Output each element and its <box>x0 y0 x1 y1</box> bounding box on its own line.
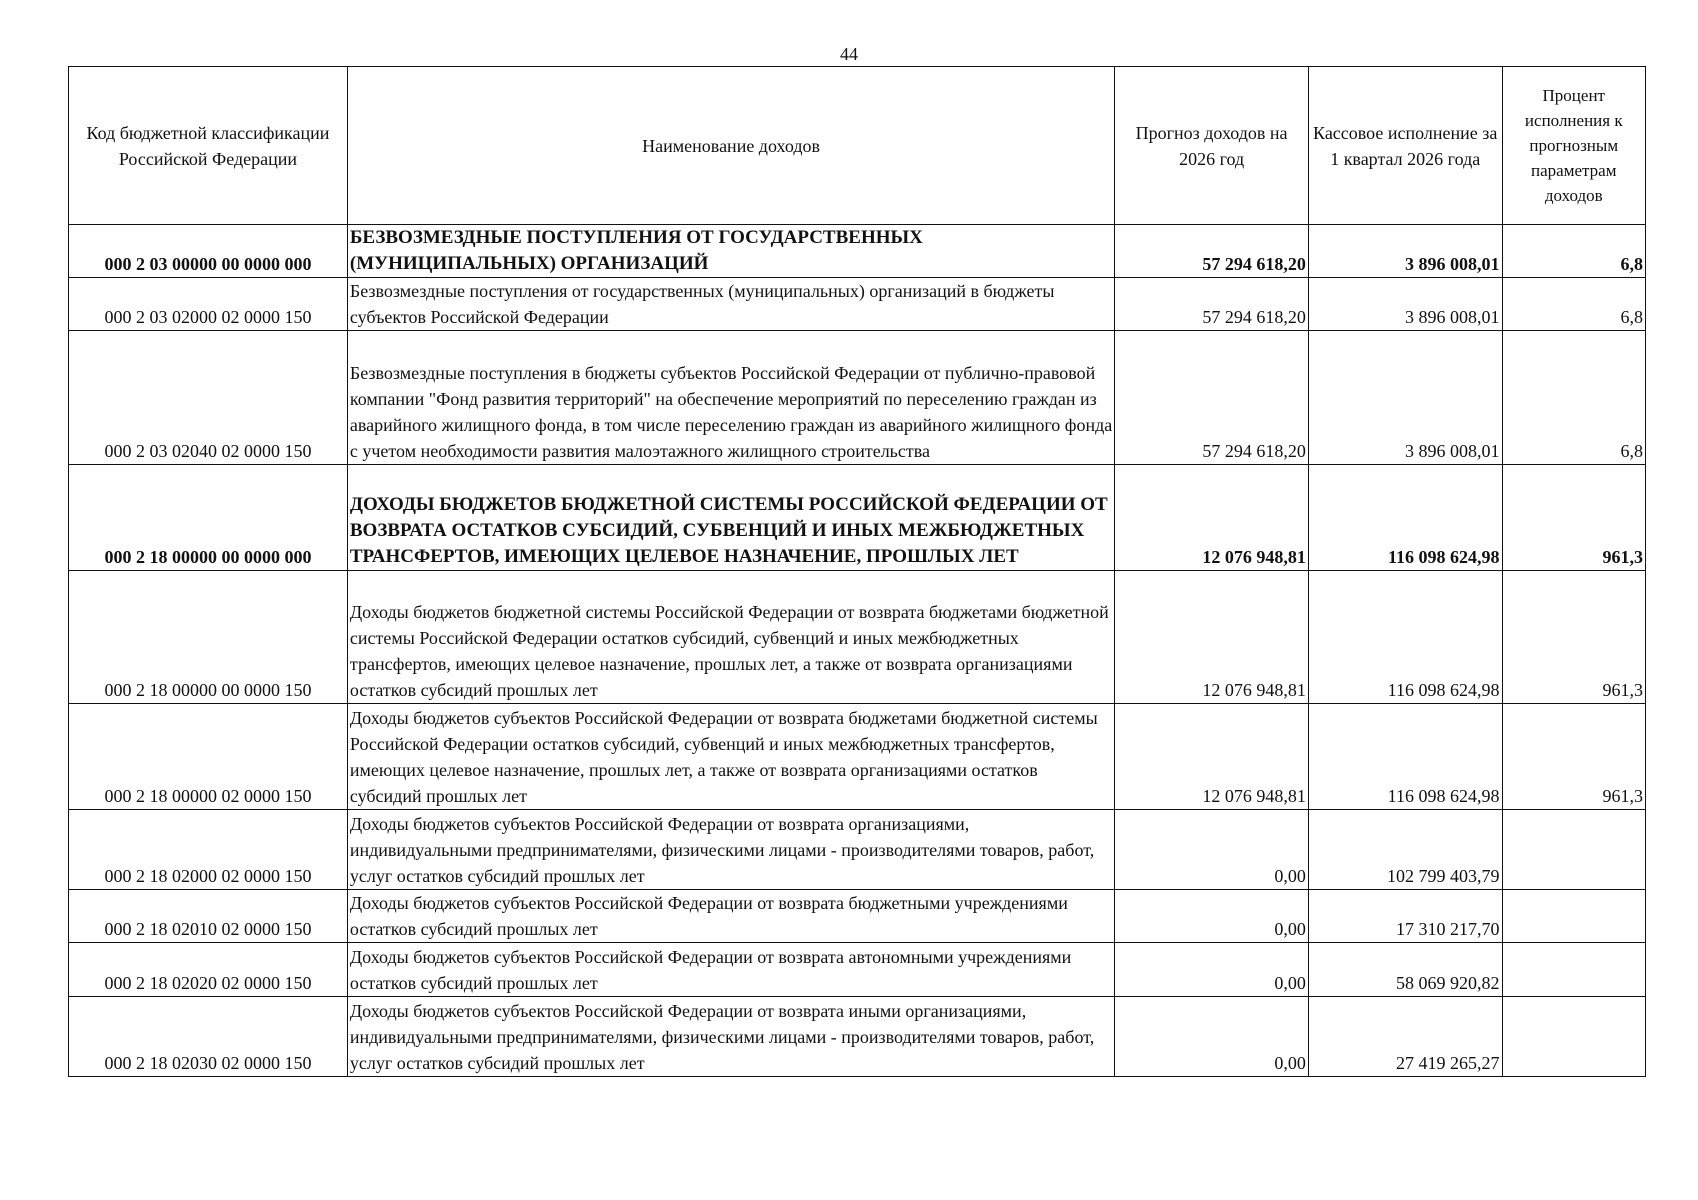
row-execution: 3 896 008,01 <box>1308 225 1502 278</box>
row-execution: 116 098 624,98 <box>1308 704 1502 810</box>
row-execution: 58 069 920,82 <box>1308 943 1502 997</box>
row-plan: 12 076 948,81 <box>1115 704 1309 810</box>
page-number: 44 <box>840 44 858 64</box>
row-code: 000 2 18 02020 02 0000 150 <box>69 943 348 997</box>
table-row <box>69 465 1646 571</box>
table-row <box>69 810 1646 890</box>
row-name: Безвозмездные поступления от государственных (муниципальных) организаций в бюджеты субъектов Российской Федерации <box>347 278 1114 331</box>
header-name: Наименование доходов <box>347 67 1114 225</box>
row-plan: 0,00 <box>1115 997 1309 1077</box>
row-plan: 57 294 618,20 <box>1115 331 1309 465</box>
row-plan: 12 076 948,81 <box>1115 571 1309 704</box>
table-row <box>69 943 1646 997</box>
row-code: 000 2 18 00000 02 0000 150 <box>69 704 348 810</box>
table-header <box>69 67 1646 225</box>
row-percent: 961,3 <box>1502 465 1645 571</box>
row-execution: 116 098 624,98 <box>1308 465 1502 571</box>
row-code: 000 2 18 00000 00 0000 150 <box>69 571 348 704</box>
row-name: Доходы бюджетов субъектов Российской Федерации от возврата автономными учреждениями остатков субсидий прошлых лет <box>347 943 1114 997</box>
row-name: Доходы бюджетов бюджетной системы Российской Федерации от возврата бюджетами бюджетной системы Российской Федерации остатков субсидий, субвенций и иных межбюджетных трансфертов, имеющих целевое назначение, прошлых лет, а также от возврата организациями остатков субсидий прошлых лет <box>347 571 1114 704</box>
row-execution: 17 310 217,70 <box>1308 890 1502 943</box>
row-percent: 961,3 <box>1502 571 1645 704</box>
row-name: БЕЗВОЗМЕЗДНЫЕ ПОСТУПЛЕНИЯ ОТ ГОСУДАРСТВЕННЫХ (МУНИЦИПАЛЬНЫХ) ОРГАНИЗАЦИЙ <box>347 225 1114 278</box>
row-name: Доходы бюджетов субъектов Российской Федерации от возврата бюджетными учреждениями остатков субсидий прошлых лет <box>347 890 1114 943</box>
header-percent: Процент исполнения к прогнозным параметрам доходов <box>1502 67 1645 225</box>
row-name: Доходы бюджетов субъектов Российской Федерации от возврата организациями, индивидуальными предпринимателями, физическими лицами - производителями товаров, работ, услуг остатков субсидий прошлых лет <box>347 810 1114 890</box>
table-body <box>69 225 1646 1077</box>
row-percent: 6,8 <box>1502 225 1645 278</box>
table-row <box>69 225 1646 278</box>
table-row <box>69 331 1646 465</box>
table-row <box>69 890 1646 943</box>
row-name: Доходы бюджетов субъектов Российской Федерации от возврата бюджетами бюджетной системы Российской Федерации остатков субсидий, субвенций и иных межбюджетных трансфертов, имеющих целевое назначение, прошлых лет, а также от возврата организациями остатков субсидий прошлых лет <box>347 704 1114 810</box>
row-code: 000 2 03 02040 02 0000 150 <box>69 331 348 465</box>
row-percent <box>1502 997 1645 1077</box>
header-row <box>69 67 1646 225</box>
row-name: ДОХОДЫ БЮДЖЕТОВ БЮДЖЕТНОЙ СИСТЕМЫ РОССИЙСКОЙ ФЕДЕРАЦИИ ОТ ВОЗВРАТА ОСТАТКОВ СУБСИДИЙ, СУБВЕНЦИЙ И ИНЫХ МЕЖБЮДЖЕТНЫХ ТРАНСФЕРТОВ, ИМЕЮЩИХ ЦЕЛЕВОЕ НАЗНАЧЕНИЕ, ПРОШЛЫХ ЛЕТ <box>347 465 1114 571</box>
row-execution: 3 896 008,01 <box>1308 278 1502 331</box>
row-execution: 3 896 008,01 <box>1308 331 1502 465</box>
header-plan: Прогноз доходов на 2026 год <box>1115 67 1309 225</box>
row-plan: 0,00 <box>1115 943 1309 997</box>
row-plan: 57 294 618,20 <box>1115 225 1309 278</box>
table-row <box>69 997 1646 1077</box>
table-row <box>69 571 1646 704</box>
row-plan: 0,00 <box>1115 890 1309 943</box>
row-code: 000 2 18 02030 02 0000 150 <box>69 997 348 1077</box>
row-percent <box>1502 810 1645 890</box>
row-plan: 57 294 618,20 <box>1115 278 1309 331</box>
row-percent <box>1502 943 1645 997</box>
row-name: Безвозмездные поступления в бюджеты субъектов Российской Федерации от публично-правовой компании "Фонд развития территорий" на обеспечение мероприятий по переселению граждан из аварийного жилищного фонда, в том числе переселению граждан из аварийного жилищного фонда с учетом необходимости развития малоэтажного жилищного строительства <box>347 331 1114 465</box>
row-code: 000 2 18 02010 02 0000 150 <box>69 890 348 943</box>
header-execution: Кассовое исполнение за 1 квартал 2026 года <box>1308 67 1502 225</box>
row-percent <box>1502 890 1645 943</box>
row-execution: 27 419 265,27 <box>1308 997 1502 1077</box>
row-percent: 6,8 <box>1502 331 1645 465</box>
table-row <box>69 704 1646 810</box>
table-row <box>69 278 1646 331</box>
row-execution: 116 098 624,98 <box>1308 571 1502 704</box>
income-table <box>68 66 1646 1077</box>
row-plan: 12 076 948,81 <box>1115 465 1309 571</box>
row-percent: 961,3 <box>1502 704 1645 810</box>
row-code: 000 2 03 02000 02 0000 150 <box>69 278 348 331</box>
row-execution: 102 799 403,79 <box>1308 810 1502 890</box>
row-plan: 0,00 <box>1115 810 1309 890</box>
row-code: 000 2 18 00000 00 0000 000 <box>69 465 348 571</box>
row-code: 000 2 03 00000 00 0000 000 <box>69 225 348 278</box>
header-code: Код бюджетной классификации Российской Федерации <box>69 67 348 225</box>
row-percent: 6,8 <box>1502 278 1645 331</box>
row-name: Доходы бюджетов субъектов Российской Федерации от возврата иными организациями, индивидуальными предпринимателями, физическими лицами - производителями товаров, работ, услуг остатков субсидий прошлых лет <box>347 997 1114 1077</box>
row-code: 000 2 18 02000 02 0000 150 <box>69 810 348 890</box>
